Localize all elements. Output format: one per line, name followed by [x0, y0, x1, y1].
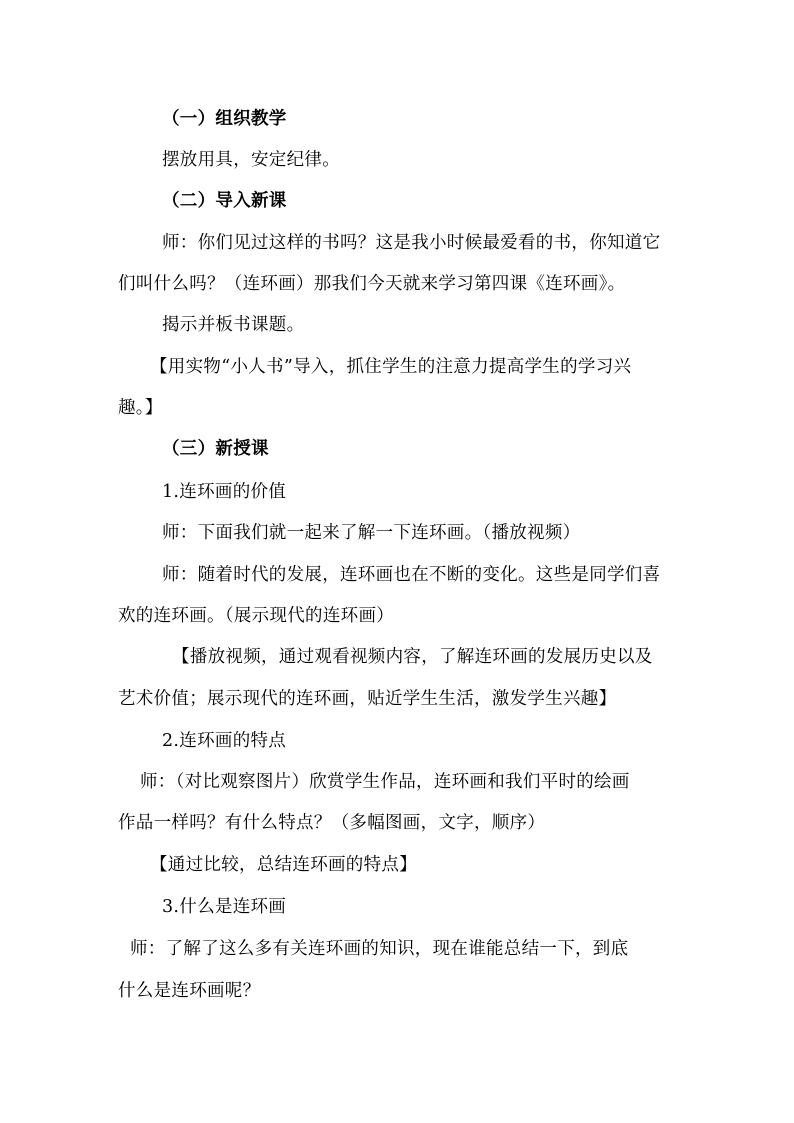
paragraph-line: 什么是连环画呢？	[118, 981, 261, 1001]
paragraph-line: 师：你们见过这样的书吗？这是我小时候最爱看的书，你知道它	[162, 233, 661, 253]
paragraph-line: 【播放视频，通过观看视频内容，了解连环画的发展历史以及	[172, 647, 653, 667]
section-heading-3: （三）新授课	[162, 439, 269, 459]
paragraph-line: 师：（对比观察图片）欣赏学生作品，连环画和我们平时的绘画	[140, 772, 630, 792]
paragraph-line: 【用实物“小人书”导入，抓住学生的注意力提高学生的学习兴	[150, 357, 632, 377]
section-heading-2: （二）导入新课	[162, 191, 287, 211]
section-heading-1: （一）组织教学	[162, 109, 287, 129]
paragraph-line: 们叫什么吗？（连环画）那我们今天就来学习第四课《连环画》。	[118, 274, 626, 294]
paragraph-line: 师：了解了这么多有关连环画的知识，现在谁能总结一下，到底	[130, 939, 629, 959]
subsection-heading: 2.连环画的特点	[162, 731, 287, 751]
paragraph-line: 欢的连环画。（展示现代的连环画）	[118, 606, 395, 626]
paragraph-line: 艺术价值；展示现代的连环画，贴近学生生活，激发学生兴趣】	[118, 689, 617, 709]
paragraph-line: 师：下面我们就一起来了解一下连环画。（播放视频）	[162, 523, 581, 543]
paragraph-line: 【通过比较，总结连环画的特点】	[150, 855, 417, 875]
paragraph-line: 揭示并板书课题。	[162, 315, 305, 335]
paragraph-line: 师：随着时代的发展，连环画也在不断的变化。这些是同学们喜	[162, 565, 661, 585]
subsection-heading: 1.连环画的价值	[162, 482, 287, 502]
paragraph-line: 作品一样吗？有什么特点？（多幅图画，文字，顺序）	[118, 813, 546, 833]
subsection-heading: 3.什么是连环画	[162, 897, 287, 917]
paragraph-line: 摆放用具，安定纪律。	[162, 150, 340, 170]
paragraph-line: 趣。】	[118, 398, 163, 418]
